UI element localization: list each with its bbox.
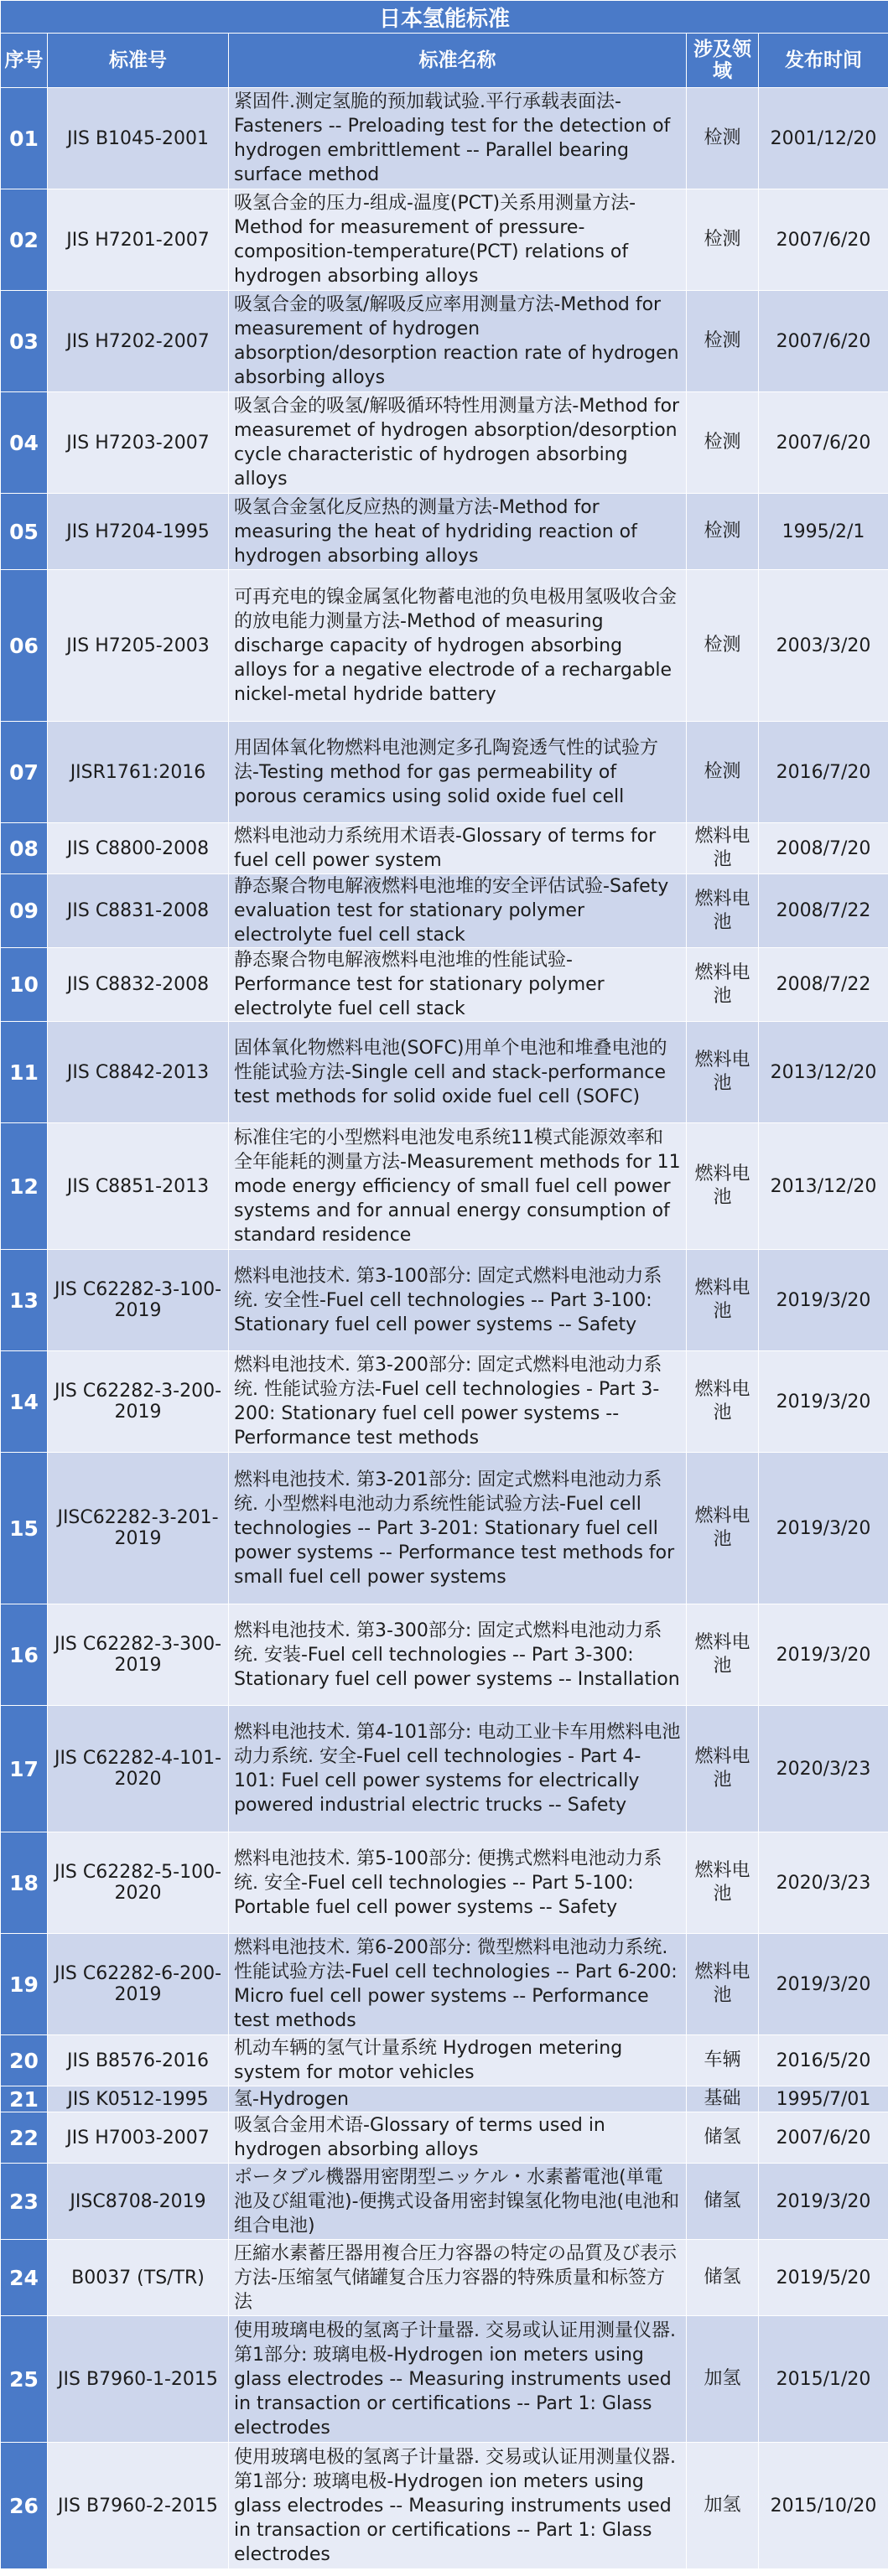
publish-date: 2019/3/20	[759, 1453, 888, 1604]
row-number: 01	[1, 88, 48, 189]
publish-date: 2020/3/23	[759, 1706, 888, 1832]
table-row	[1, 2240, 888, 2316]
standard-name: 燃料电池技术. 第3-201部分: 固定式燃料电池动力系统. 小型燃料电池动力系统性能试验方法-Fuel cell technologies -- Part 3-201: Stationary fuel cell power systems -- Performance test methods for small fuel cell power systems	[229, 1453, 687, 1604]
table-row	[1, 823, 888, 874]
row-number: 24	[1, 2240, 48, 2316]
table-row	[1, 2443, 888, 2569]
standard-code: JISR1761:2016	[48, 722, 229, 823]
standard-name: 用固体氧化物燃料电池测定多孔陶瓷透气性的试验方法-Testing method for gas permeability of porous ceramics using solid oxide fuel cell	[229, 722, 687, 823]
standard-field: 燃料电池	[687, 874, 759, 948]
standard-code: JIS C8831-2008	[48, 874, 229, 948]
row-number: 05	[1, 494, 48, 570]
table-row	[1, 189, 888, 291]
publish-date: 2016/7/20	[759, 722, 888, 823]
header-index: 序号	[1, 34, 48, 88]
table-row	[1, 1934, 888, 2035]
standard-code: JIS H7203-2007	[48, 392, 229, 494]
publish-date: 2019/3/20	[759, 1934, 888, 2035]
publish-date: 1995/2/1	[759, 494, 888, 570]
publish-date: 2019/3/20	[759, 1250, 888, 1351]
title-row	[1, 1, 888, 34]
standard-field: 检测	[687, 189, 759, 291]
publish-date: 2007/6/20	[759, 291, 888, 392]
row-number: 03	[1, 291, 48, 392]
table-row	[1, 1022, 888, 1123]
row-number: 11	[1, 1022, 48, 1123]
standard-field: 检测	[687, 570, 759, 722]
standard-code: JIS C62282-3-100-2019	[48, 1250, 229, 1351]
header-date: 发布时间	[759, 34, 888, 88]
standard-name: 燃料电池技术. 第5-100部分: 便携式燃料电池动力系统. 安全-Fuel cell technologies -- Part 5-100: Portable fuel cell power systems -- Safety	[229, 1832, 687, 1934]
standard-name: 吸氢合金的压力-组成-温度(PCT)关系用测量方法-Method for measurement of pressure-composition-temperature(PCT) relations of hydrogen absorbing alloys	[229, 189, 687, 291]
table-row	[1, 1250, 888, 1351]
standard-code: JIS C62282-3-300-2019	[48, 1604, 229, 1706]
row-number: 25	[1, 2316, 48, 2443]
row-number: 21	[1, 2086, 48, 2112]
table-title: 日本氢能标准	[1, 1, 888, 34]
standard-field: 车辆	[687, 2035, 759, 2086]
publish-date: 2008/7/22	[759, 874, 888, 948]
standard-code: JIS B1045-2001	[48, 88, 229, 189]
standard-field: 储氢	[687, 2112, 759, 2164]
standard-field: 燃料电池	[687, 1604, 759, 1706]
publish-date: 2019/5/20	[759, 2240, 888, 2316]
header-name: 标准名称	[229, 34, 687, 88]
standard-field: 燃料电池	[687, 1934, 759, 2035]
row-number: 17	[1, 1706, 48, 1832]
table-row	[1, 291, 888, 392]
standard-name: 静态聚合物电解液燃料电池堆的安全评估试验-Safety evaluation test for stationary polymer electrolyte fuel cell stack	[229, 874, 687, 948]
standard-name: 固体氧化物燃料电池(SOFC)用单个电池和堆叠电池的性能试验方法-Single cell and stack-performance test methods for solid oxide fuel cell (SOFC)	[229, 1022, 687, 1123]
row-number: 08	[1, 823, 48, 874]
publish-date: 2020/3/23	[759, 1832, 888, 1934]
standard-name: 吸氢合金氢化反应热的测量方法-Method for measuring the heat of hydriding reaction of hydrogen absorbing alloys	[229, 494, 687, 570]
standard-field: 加氢	[687, 2443, 759, 2569]
standard-name: 吸氢合金用术语-Glossary of terms used in hydrogen absorbing alloys	[229, 2112, 687, 2164]
standard-code: JIS H7003-2007	[48, 2112, 229, 2164]
standard-code: JIS H7205-2003	[48, 570, 229, 722]
standard-code: JIS C62282-4-101-2020	[48, 1706, 229, 1832]
row-number: 14	[1, 1351, 48, 1453]
publish-date: 2008/7/22	[759, 948, 888, 1022]
standard-field: 燃料电池	[687, 1832, 759, 1934]
publish-date: 2015/10/20	[759, 2443, 888, 2569]
table-row	[1, 2316, 888, 2443]
standard-name: 紧固件.测定氢脆的预加载试验.平行承载表面法-Fasteners -- Preloading test for the detection of hydrogen embrittlement -- Parallel bearing surface method	[229, 88, 687, 189]
publish-date: 2007/6/20	[759, 392, 888, 494]
table-row	[1, 1453, 888, 1604]
publish-date: 2003/3/20	[759, 570, 888, 722]
publish-date: 2008/7/20	[759, 823, 888, 874]
table-row	[1, 1706, 888, 1832]
standard-name: 燃料电池技术. 第3-300部分: 固定式燃料电池动力系统. 安装-Fuel cell technologies -- Part 3-300: Stationary fuel cell power systems -- Installation	[229, 1604, 687, 1706]
standard-code: JIS H7204-1995	[48, 494, 229, 570]
header-row	[1, 34, 888, 88]
standard-field: 燃料电池	[687, 1706, 759, 1832]
table-row	[1, 2086, 888, 2112]
standard-name: 机动车辆的氢气计量系统 Hydrogen metering system for motor vehicles	[229, 2035, 687, 2086]
table-row	[1, 1123, 888, 1250]
standard-code: JIS C8842-2013	[48, 1022, 229, 1123]
table-row	[1, 2112, 888, 2164]
row-number: 09	[1, 874, 48, 948]
standard-code: B0037 (TS/TR)	[48, 2240, 229, 2316]
standard-name: 使用玻璃电极的氢离子计量器. 交易或认证用测量仪器. 第1部分: 玻璃电极-Hydrogen ion meters using glass electrodes -- Measuring instruments used in transaction or certifications -- Part 1: Glass electrodes	[229, 2443, 687, 2569]
standard-field: 基础	[687, 2086, 759, 2112]
standard-field: 储氢	[687, 2240, 759, 2316]
row-number: 06	[1, 570, 48, 722]
standard-field: 检测	[687, 722, 759, 823]
standard-code: JIS K0512-1995	[48, 2086, 229, 2112]
header-field: 涉及领域	[687, 34, 759, 88]
standard-code: JIS C62282-6-200-2019	[48, 1934, 229, 2035]
standard-field: 燃料电池	[687, 948, 759, 1022]
standard-name: 氢-Hydrogen	[229, 2086, 687, 2112]
row-number: 10	[1, 948, 48, 1022]
publish-date: 2015/1/20	[759, 2316, 888, 2443]
standard-name: ポータブル機器用密閉型ニッケル・水素蓄電池(単電池及び組電池)-便携式设备用密封镍氢化物电池(电池和组合电池)	[229, 2164, 687, 2240]
table-row	[1, 392, 888, 494]
standard-code: JISC62282-3-201-2019	[48, 1453, 229, 1604]
row-number: 26	[1, 2443, 48, 2569]
standard-name: 可再充电的镍金属氢化物蓄电池的负电极用氢吸收合金的放电能力测量方法-Method of measuring discharge capacity of hydrogen absorbing alloys for a negative electrode of a rechargable nickel-metal hydride battery	[229, 570, 687, 722]
table-row	[1, 1604, 888, 1706]
standard-code: JIS C62282-3-200-2019	[48, 1351, 229, 1453]
standard-code: JIS C8832-2008	[48, 948, 229, 1022]
standard-code: JIS H7202-2007	[48, 291, 229, 392]
standard-field: 燃料电池	[687, 1022, 759, 1123]
table-row	[1, 570, 888, 722]
standard-code: JIS C8851-2013	[48, 1123, 229, 1250]
row-number: 22	[1, 2112, 48, 2164]
row-number: 18	[1, 1832, 48, 1934]
table-row	[1, 1351, 888, 1453]
publish-date: 2019/3/20	[759, 1604, 888, 1706]
standard-name: 燃料电池技术. 第3-100部分: 固定式燃料电池动力系统. 安全性-Fuel cell technologies -- Part 3-100: Stationary fuel cell power systems -- Safety	[229, 1250, 687, 1351]
table-row	[1, 1832, 888, 1934]
row-number: 13	[1, 1250, 48, 1351]
row-number: 19	[1, 1934, 48, 2035]
publish-date: 2019/3/20	[759, 1351, 888, 1453]
standard-field: 燃料电池	[687, 1351, 759, 1453]
row-number: 23	[1, 2164, 48, 2240]
table-row	[1, 948, 888, 1022]
standard-field: 加氢	[687, 2316, 759, 2443]
standard-code: JIS B7960-1-2015	[48, 2316, 229, 2443]
standard-name: 燃料电池技术. 第4-101部分: 电动工业卡车用燃料电池动力系统. 安全-Fuel cell technologies - Part 4-101: Fuel cell power systems for electrically powered industrial electric trucks -- Safety	[229, 1706, 687, 1832]
standard-name: 标准住宅的小型燃料电池发电系统11模式能源效率和全年能耗的测量方法-Measurement methods for 11 mode energy efficiency of small fuel cell power systems and for annual energy consumption of standard residence	[229, 1123, 687, 1250]
table-row	[1, 2164, 888, 2240]
standard-field: 检测	[687, 88, 759, 189]
row-number: 04	[1, 392, 48, 494]
row-number: 07	[1, 722, 48, 823]
row-number: 20	[1, 2035, 48, 2086]
standard-code: JIS C62282-5-100-2020	[48, 1832, 229, 1934]
row-number: 16	[1, 1604, 48, 1706]
standard-name: 圧縮水素蓄圧器用複合圧力容器の特定の品質及び表示方法-压缩氢气储罐复合压力容器的特殊质量和标签方法	[229, 2240, 687, 2316]
row-number: 02	[1, 189, 48, 291]
row-number: 15	[1, 1453, 48, 1604]
table-row	[1, 874, 888, 948]
standard-code: JIS B7960-2-2015	[48, 2443, 229, 2569]
standard-field: 燃料电池	[687, 1250, 759, 1351]
standard-code: JIS H7201-2007	[48, 189, 229, 291]
publish-date: 2019/3/20	[759, 2164, 888, 2240]
standard-name: 燃料电池技术. 第3-200部分: 固定式燃料电池动力系统. 性能试验方法-Fuel cell technologies - Part 3-200: Stationary fuel cell power systems -- Performance test methods	[229, 1351, 687, 1453]
standard-name: 燃料电池动力系统用术语表-Glossary of terms for fuel cell power system	[229, 823, 687, 874]
standard-field: 检测	[687, 494, 759, 570]
table-row	[1, 88, 888, 189]
standard-code: JISC8708-2019	[48, 2164, 229, 2240]
standard-field: 检测	[687, 291, 759, 392]
publish-date: 2001/12/20	[759, 88, 888, 189]
standard-code: JIS C8800-2008	[48, 823, 229, 874]
standard-field: 燃料电池	[687, 823, 759, 874]
publish-date: 2007/6/20	[759, 2112, 888, 2164]
standard-field: 储氢	[687, 2164, 759, 2240]
standard-name: 吸氢合金的吸氢/解吸循环特性用测量方法-Method for measuremet of hydrogen absorption/desorption cycle characteristic of hydrogen absorbing alloys	[229, 392, 687, 494]
standard-field: 检测	[687, 392, 759, 494]
standard-code: JIS B8576-2016	[48, 2035, 229, 2086]
table-row	[1, 722, 888, 823]
row-number: 12	[1, 1123, 48, 1250]
table-row	[1, 494, 888, 570]
table-row	[1, 2035, 888, 2086]
standard-name: 燃料电池技术. 第6-200部分: 微型燃料电池动力系统. 性能试验方法-Fuel cell technologies -- Part 6-200: Micro fuel cell power systems -- Performance test methods	[229, 1934, 687, 2035]
standard-name: 吸氢合金的吸氢/解吸反应率用测量方法-Method for measurement of hydrogen absorption/desorption reaction rate of hydrogen absorbing alloys	[229, 291, 687, 392]
standard-name: 使用玻璃电极的氢离子计量器. 交易或认证用测量仪器. 第1部分: 玻璃电极-Hydrogen ion meters using glass electrodes -- Measuring instruments used in transaction or certifications -- Part 1: Glass electrodes	[229, 2316, 687, 2443]
publish-date: 2007/6/20	[759, 189, 888, 291]
standard-name: 静态聚合物电解液燃料电池堆的性能试验-Performance test for stationary polymer electrolyte fuel cell stack	[229, 948, 687, 1022]
standard-field: 燃料电池	[687, 1453, 759, 1604]
publish-date: 2013/12/20	[759, 1123, 888, 1250]
header-code: 标准号	[48, 34, 229, 88]
publish-date: 2013/12/20	[759, 1022, 888, 1123]
publish-date: 2016/5/20	[759, 2035, 888, 2086]
publish-date: 1995/7/01	[759, 2086, 888, 2112]
standard-field: 燃料电池	[687, 1123, 759, 1250]
